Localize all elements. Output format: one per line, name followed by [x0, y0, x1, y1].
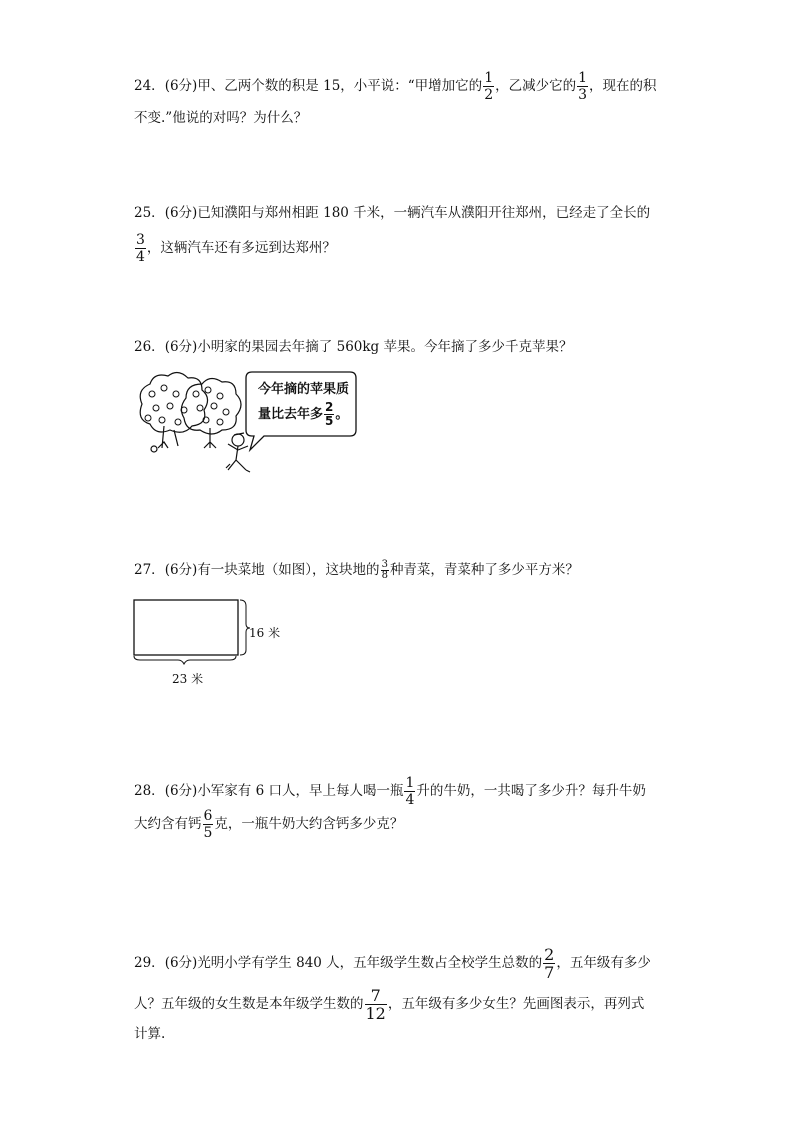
q24-text-a: 甲、乙两个数的积是 15，小平说：“甲增加它的 — [197, 78, 483, 94]
q27-frac-num: 3 — [381, 559, 388, 570]
q28-frac1-den: 4 — [405, 792, 415, 808]
q28-text-d: 克，一瓶牛奶大约含钙多少克？ — [214, 816, 404, 832]
q28-text-b: 升的牛奶，一共喝了多少升？每升牛奶 — [416, 783, 646, 799]
q28-text-a: 小军家有 6 口人，早上每人喝一瓶 — [197, 783, 404, 799]
bubble-fraction — [324, 401, 334, 428]
q26-number: 26． — [134, 339, 165, 355]
field-rectangle — [134, 600, 238, 655]
q25-line2 — [134, 232, 336, 265]
q27-text-b: 种青菜，青菜种了多少平方米？ — [389, 562, 579, 578]
q24-number: 24． — [134, 78, 165, 94]
bubble-line2-text: 量比去年多 — [258, 407, 324, 422]
q24-fraction-1 — [483, 70, 494, 103]
q29-frac2-den: 12 — [365, 1004, 386, 1023]
q27-fraction — [381, 560, 389, 581]
q25-number: 25． — [134, 205, 165, 221]
q29-score: (6分) — [164, 955, 198, 971]
q24-frac1-den: 2 — [484, 87, 494, 103]
bubble-line1: 今年摘的苹果质 — [258, 382, 350, 397]
speech-bubble-text — [258, 379, 358, 428]
q24-line2: 不变.”他说的对吗？为什么？ — [134, 110, 308, 126]
q29-frac1-den: 7 — [544, 963, 555, 982]
q27-line1 — [134, 560, 579, 581]
q26-line1 — [134, 337, 572, 357]
bubble-end: 。 — [335, 407, 349, 422]
q24-fraction-2 — [577, 70, 588, 103]
q29-line2 — [134, 987, 644, 1022]
q29-line1 — [134, 946, 651, 981]
q28-score: (6分) — [164, 783, 198, 799]
bubble-frac-num: 2 — [325, 400, 334, 414]
q28-frac1-num: 1 — [405, 775, 415, 791]
q26-text: 小明家的果园去年摘了 560kg 苹果。今年摘了多少千克苹果？ — [197, 339, 573, 355]
q26-score: (6分) — [164, 339, 198, 355]
width-label: 23 米 — [172, 672, 204, 686]
q24-frac1-num: 1 — [484, 70, 494, 86]
q24-line1 — [134, 70, 657, 103]
bubble-frac-den: 5 — [325, 414, 334, 428]
q28-line1 — [134, 775, 646, 808]
q28-frac2-den: 5 — [203, 825, 213, 841]
q29-number: 29． — [134, 955, 165, 971]
q25-score: (6分) — [164, 205, 198, 221]
q28-text-c: 大约含有钙 — [134, 816, 202, 832]
q27-number: 27． — [134, 562, 165, 578]
apple-trees — [140, 372, 241, 452]
q24-text-c: ，现在的积 — [589, 78, 657, 94]
q25-fraction — [135, 232, 146, 265]
q25-text-2: ，这辆汽车还有多远到达郑州？ — [146, 240, 336, 256]
q24-frac2-num: 1 — [578, 70, 588, 86]
q29-fraction-2 — [365, 987, 387, 1022]
q28-line2 — [134, 808, 403, 841]
q27-text-a: 有一块菜地（如图），这块地的 — [197, 562, 380, 578]
q25-frac-den: 4 — [136, 249, 145, 265]
boy-figure — [226, 433, 250, 472]
q29-line3: 计算. — [134, 1026, 166, 1042]
q24-frac2-den: 3 — [578, 87, 588, 103]
q24-text-b: ，乙减少它的 — [495, 78, 577, 94]
q28-fraction-2 — [203, 808, 214, 841]
q27-frac-den: 8 — [381, 570, 388, 581]
q29-text-a: 光明小学有学生 840 人，五年级学生数占全校学生总数的 — [197, 955, 543, 971]
height-label: 16 米 — [249, 626, 281, 640]
q25-frac-num: 3 — [136, 232, 145, 248]
q29-text-b: ，五年级有多少 — [556, 955, 651, 971]
q29-text-d: ，五年级有多少女生？先画图表示，再列式 — [387, 996, 645, 1012]
q29-fraction-1 — [543, 946, 555, 981]
q25-text: 已知濮阳与郑州相距 180 千米，一辆汽车从濮阳开往郑州，已经走了全长的 — [197, 205, 651, 221]
q27-score: (6分) — [164, 562, 198, 578]
bubble-line2 — [258, 401, 358, 428]
q29-frac1-num: 2 — [544, 945, 555, 964]
field-diagram — [130, 596, 260, 666]
q24-score: (6分) — [164, 78, 198, 94]
q28-frac2-num: 6 — [203, 808, 213, 824]
q29-text-c: 人？五年级的女生数是本年级学生数的 — [134, 996, 364, 1012]
q25-line1 — [134, 203, 650, 223]
q28-number: 28． — [134, 783, 165, 799]
q29-frac2-num: 7 — [370, 986, 381, 1005]
width-brace — [134, 656, 236, 664]
q28-fraction-1 — [404, 775, 415, 808]
